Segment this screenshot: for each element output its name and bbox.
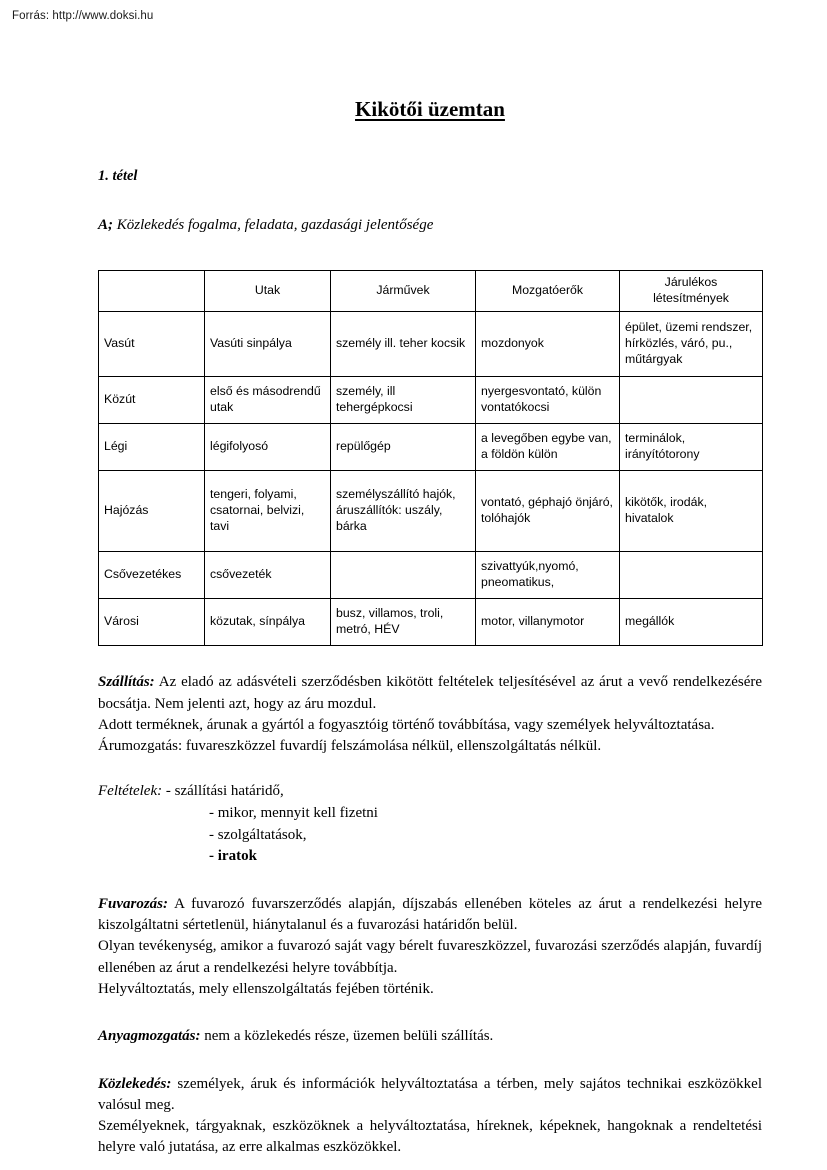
cell-utak: tengeri, folyami, csatornai, belvizi, tavi [205, 471, 331, 552]
szallitas-p2: Adott terméknek, árunak a gyártól a fogyasztóig történő továbbítása, vagy személyek helyváltoztatása. [98, 716, 715, 733]
cell-mozgatoerok: szivattyúk,nyomó, pneomatikus, [476, 552, 620, 599]
feltetelek-row-1 [98, 803, 762, 825]
table-row [99, 424, 763, 471]
feltetelek-item-1: - mikor, mennyit kell fizetni [209, 805, 378, 822]
cell-utak: légifolyosó [205, 424, 331, 471]
transport-modes-table [98, 270, 763, 646]
kozlekedes-p2: Személyeknek, tárgyaknak, eszközöknek a helyváltoztatása, híreknek, képeknek, hangoknak a rendeltetési helyre való jutatása, az erre alkalmas eszközökkel. [98, 1118, 762, 1156]
table-body [99, 312, 763, 646]
feltetelek-block [98, 781, 762, 867]
transport-modes-table-wrapper [98, 270, 762, 646]
section-title: Közlekedés fogalma, feladata, gazdasági jelentősége [113, 217, 434, 234]
table-header-cell-mozgatoerok: Mozgatóerők [476, 271, 620, 312]
table-header-jarulekos-line1: Járulékos [664, 275, 718, 290]
table-row [99, 599, 763, 646]
cell-mode: Vasút [99, 312, 205, 377]
paragraph-fuvarozas [98, 894, 762, 1000]
cell-jarmuvek: személy, ill tehergépkocsi [331, 377, 476, 424]
cell-utak: csővezeték [205, 552, 331, 599]
cell-jarulekos [620, 377, 763, 424]
cell-mozgatoerok: motor, villanymotor [476, 599, 620, 646]
table-header-cell-utak: Utak [205, 271, 331, 312]
paragraph-anyagmozgatas [98, 1026, 762, 1047]
cell-mozgatoerok: vontató, géphajó önjáró, tolóhajók [476, 471, 620, 552]
cell-utak: első és másodrendű utak [205, 377, 331, 424]
szallitas-p3: Árumozgatás: fuvareszközzel fuvardíj felszámolása nélkül, ellenszolgáltatás nélkül. [98, 738, 602, 755]
item-number-heading: 1. tétel [98, 168, 138, 185]
feltetelek-row-3 [98, 846, 762, 868]
cell-jarmuvek: személy ill. teher kocsik [331, 312, 476, 377]
cell-jarmuvek: személyszállító hajók, áruszállítók: uszály, bárka [331, 471, 476, 552]
table-header [99, 271, 763, 312]
anyagmozgatas-p1 [98, 1026, 762, 1047]
anyagmozgatas-term: Anyagmozgatás: [98, 1028, 201, 1045]
cell-mode: Városi [99, 599, 205, 646]
table-row [99, 471, 763, 552]
cell-jarulekos: kikötők, irodák, hivatalok [620, 471, 763, 552]
cell-jarmuvek: busz, villamos, troli, metró, HÉV [331, 599, 476, 646]
cell-jarulekos: megállók [620, 599, 763, 646]
page-title [98, 96, 762, 122]
section-marker: A; [98, 217, 113, 234]
feltetelek-item-3: - iratok [209, 848, 257, 865]
feltetelek-row-2 [98, 825, 762, 847]
szallitas-p1-text: Az eladó az adásvételi szerződésben kikötött feltételek teljesítésével az árut a vevő rendelkezésére bocsátja. Nem jelenti azt, hogy az áru mozdul. [98, 674, 762, 712]
fuvarozas-p1-text: A fuvarozó fuvarszerződés alapján, díjszabás ellenében köteles az árut a rendelkezési helyre kiszolgáltatni sértetlenül, hiánytalanul és a fuvarozási határidőn belül. [98, 895, 762, 934]
table-row [99, 377, 763, 424]
table-header-cell-jarmuvek: Járművek [331, 271, 476, 312]
cell-utak: Vasúti sinpálya [205, 312, 331, 377]
kozlekedes-term: Közlekedés: [98, 1075, 172, 1092]
cell-mozgatoerok: mozdonyok [476, 312, 620, 377]
page-title-text: Kikötői üzemtan [355, 97, 505, 121]
section-heading [98, 217, 762, 234]
cell-jarmuvek [331, 552, 476, 599]
feltetelek-item-2: - szolgáltatások, [209, 826, 307, 843]
cell-mozgatoerok: nyergesvontató, külön vontatókocsi [476, 377, 620, 424]
szallitas-term: Szállítás: [98, 674, 155, 691]
cell-jarulekos: épület, üzemi rendszer, hírközlés, váró, pu., műtárgyak [620, 312, 763, 377]
cell-mode: Hajózás [99, 471, 205, 552]
kozlekedes-p1-text: személyek, áruk és információk helyváltoztatása a térben, mely sajátos technikai eszközökkel valósul meg. [98, 1075, 762, 1113]
anyagmozgatas-p1-text: nem a közlekedés része, üzemen belüli szállítás. [200, 1028, 494, 1045]
table-header-cell-blank [99, 271, 205, 312]
table-header-row [99, 271, 763, 312]
szallitas-p1 [98, 672, 762, 715]
cell-utak: közutak, sínpálya [205, 599, 331, 646]
fuvarozas-term: Fuvarozás: [98, 895, 169, 912]
document-content [98, 96, 762, 1159]
cell-mode: Közút [99, 377, 205, 424]
cell-jarmuvek: repülőgép [331, 424, 476, 471]
cell-mode: Légi [99, 424, 205, 471]
source-url-label: Forrás: http://www.doksi.hu [12, 10, 154, 22]
table-header-jarulekos-line2: létesítmények [653, 291, 729, 306]
cell-jarulekos [620, 552, 763, 599]
cell-mozgatoerok: a levegőben egybe van, a földön külön [476, 424, 620, 471]
kozlekedes-p1 [98, 1074, 762, 1117]
feltetelek-item-0: - szállítási határidő, [165, 783, 284, 800]
fuvarozas-p3: Helyváltoztatás, mely ellenszolgáltatás fejében történik. [98, 981, 434, 997]
fuvarozas-p1 [98, 894, 762, 937]
table-row [99, 312, 763, 377]
cell-jarulekos: terminálok, irányítótorony [620, 424, 763, 471]
cell-mode: Csővezetékes [99, 552, 205, 599]
feltetelek-term: Feltételek: [98, 783, 163, 800]
fuvarozas-p2: Olyan tevékenység, amikor a fuvarozó saját vagy bérelt fuvareszközzel, fuvarozási szerződés alapján, fuvardíj ellenében az árut a rendelkezési helyre továbbítja. [98, 938, 762, 976]
paragraph-szallitas [98, 672, 762, 757]
table-row [99, 552, 763, 599]
paragraph-kozlekedes [98, 1074, 762, 1159]
table-header-cell-jarulekos [620, 271, 763, 312]
feltetelek-row-0 [98, 781, 762, 803]
